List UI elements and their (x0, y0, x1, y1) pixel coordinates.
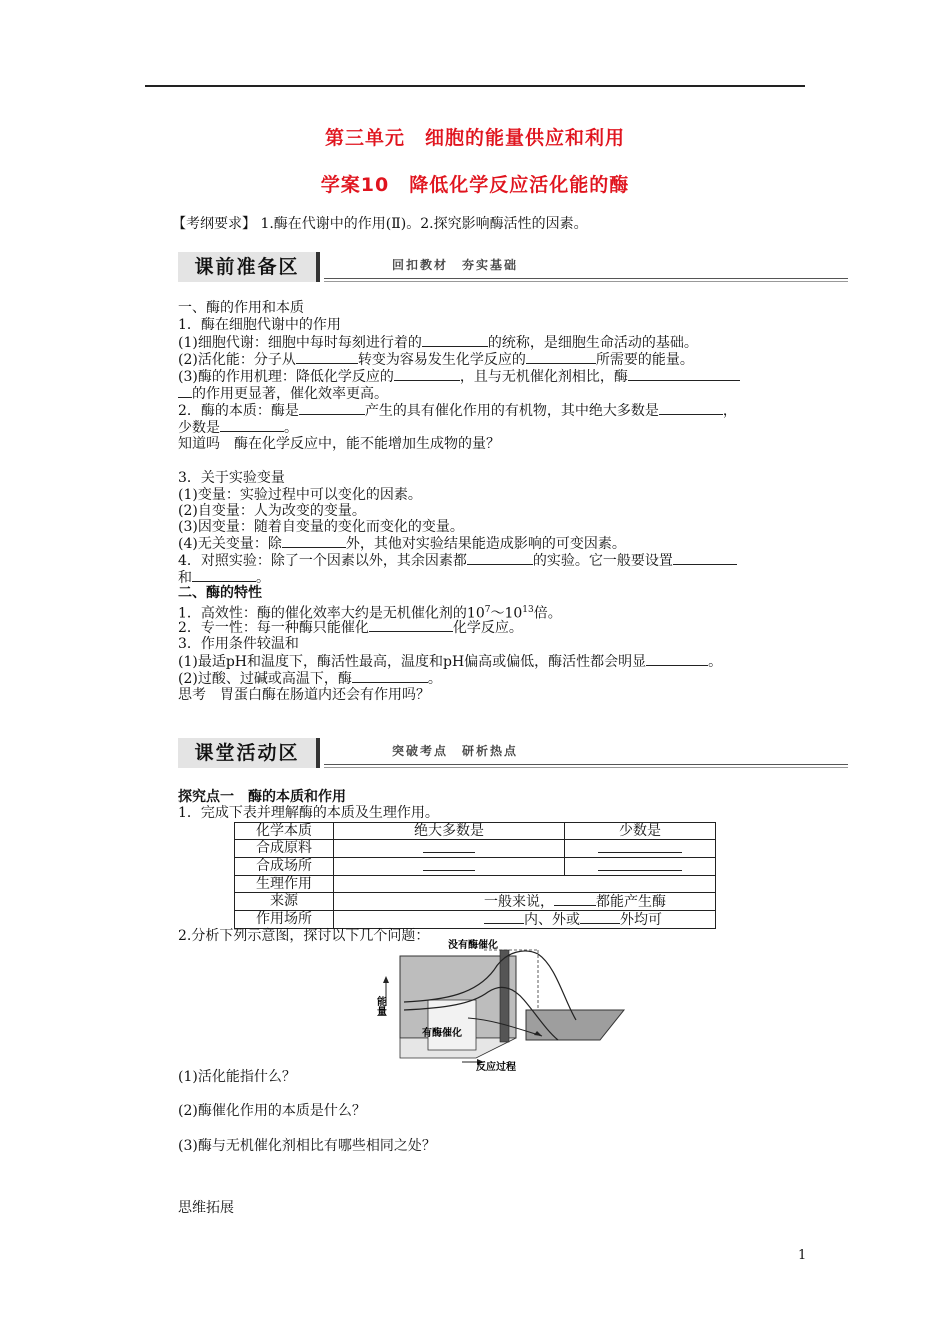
text: 的统称，是细胞生命活动的基础。 (487, 335, 698, 351)
fill-blank[interactable] (628, 368, 740, 381)
table-cell[interactable] (334, 911, 716, 929)
question-2: 2.分析下列示意图，探讨以下几个问题： (178, 928, 430, 944)
fill-blank[interactable] (296, 351, 358, 364)
banner-bar (316, 252, 320, 282)
table-row (235, 858, 716, 876)
text: 所需要的能量。 (595, 352, 694, 368)
unit-title: 第三单元 细胞的能量供应和利用 (324, 127, 625, 149)
trait-mild: 3．作用条件较温和 (178, 636, 299, 652)
sub-question-1: (1)活化能指什么？ (178, 1069, 296, 1085)
table-cell[interactable] (565, 858, 716, 876)
fill-blank[interactable] (192, 569, 256, 582)
fill-blank[interactable] (178, 385, 192, 398)
text: 2．酶的本质：酶是 (178, 403, 299, 419)
top-rule (145, 85, 805, 87)
sub-question-2: (2)酶催化作用的本质是什么？ (178, 1103, 366, 1119)
text: 4．对照实验：除了一个因素以外，其余因素都 (178, 553, 467, 569)
heading-enzyme-role: 一、酶的作用和本质 (178, 300, 304, 316)
text: 的实验。它一般要设置 (532, 553, 673, 569)
fill-blank[interactable] (369, 619, 453, 632)
fill-blank[interactable] (299, 402, 365, 415)
text: 。 (256, 570, 270, 586)
label-process: 反应过程 (476, 1062, 516, 1073)
fill-blank[interactable] (598, 858, 682, 871)
fill-blank[interactable] (580, 911, 620, 924)
barrier-bar (500, 950, 509, 1042)
table-cell: 化学本质 (235, 823, 334, 840)
item-1-3 (178, 368, 740, 385)
requirements-text: 1.酶在代谢中的作用(Ⅱ)。2.探究影响酶活性的因素。 (260, 216, 588, 232)
table-cell: 少数是 (565, 823, 716, 840)
fill-blank[interactable] (352, 670, 428, 683)
text: 化学反应。 (452, 620, 523, 636)
item-3: 3．关于实验变量 (178, 470, 285, 486)
banner-subtitle: 回扣教材 夯实基础 (392, 258, 519, 272)
section-banner-class (178, 738, 848, 774)
table-cell[interactable] (334, 893, 716, 911)
banner-rule (324, 767, 848, 768)
text: (2)活化能：分子从 (178, 352, 296, 368)
text: 产生的具有催化作用的有机物，其中绝大多数是 (364, 403, 659, 419)
label-with-enzyme: 有酶催化 (422, 1028, 462, 1039)
banner-bar (316, 738, 320, 768)
fill-blank[interactable] (422, 334, 488, 347)
text: ～10 (490, 605, 523, 622)
table-row (235, 823, 716, 840)
text: 。 (284, 420, 298, 436)
sub-question-3: (3)酶与无机催化剂相比有哪些相同之处？ (178, 1138, 436, 1154)
banner-title: 课堂活动区 (178, 738, 316, 768)
banner-rule (324, 278, 848, 279)
fill-blank[interactable] (484, 911, 524, 924)
text: 少数是 (178, 420, 220, 436)
activation-energy-diagram (376, 940, 646, 1072)
requirements (172, 216, 588, 232)
text: 1．高效性：酶的催化效率大约是无机催化剂的10 (178, 605, 485, 622)
text: 2．专一性：每一种酶只能催化 (178, 620, 369, 636)
item-2-cont (178, 419, 298, 436)
fill-blank[interactable] (423, 840, 475, 853)
text: 转变为容易发生化学反应的 (357, 352, 526, 368)
fill-blank[interactable] (282, 535, 346, 548)
text: ， (722, 403, 737, 419)
table-cell: 合成场所 (235, 858, 334, 876)
trait-mild-2 (178, 670, 442, 687)
table-cell: 绝大多数是 (334, 823, 565, 840)
fill-blank[interactable] (598, 840, 682, 853)
fill-blank[interactable] (423, 858, 475, 871)
text: 外，其他对实验结果能造成影响的可变因素。 (345, 536, 626, 552)
text: ，且与无机催化剂相比，酶 (459, 369, 628, 385)
text: (3)酶的作用机理：降低化学反应的 (178, 369, 394, 385)
banner-subtitle: 突破考点 研析热点 (392, 744, 519, 758)
text: (1)最适pH和温度下，酶活性最高，温度和pH偏高或偏低，酶活性都会明显 (178, 654, 647, 670)
table-cell[interactable] (565, 840, 716, 858)
fill-blank[interactable] (673, 552, 737, 565)
banner-rule (324, 764, 848, 765)
know-question: 知道吗 酶在化学反应中，能不能增加生成物的量？ (178, 436, 500, 452)
text: 和 (178, 570, 192, 586)
item-2 (178, 402, 737, 419)
item-1-1 (178, 334, 698, 351)
text: 外均可 (620, 912, 662, 928)
item-3-3: (3)因变量：随着自变量的变化而变化的变量。 (178, 519, 464, 535)
item-3-2: (2)自变量：人为改变的变量。 (178, 503, 366, 519)
text: (2)过酸、过碱或高温下，酶 (178, 671, 352, 687)
table-row (235, 911, 716, 929)
item-4-cont (178, 569, 270, 586)
section-banner-prep (178, 252, 848, 288)
trait-mild-1 (178, 653, 722, 670)
page-number: 1 (798, 1248, 807, 1263)
item-1: 1．酶在细胞代谢中的作用 (178, 317, 341, 333)
text: (1)细胞代谢：细胞中每时每刻进行着的 (178, 335, 422, 351)
banner-rule (324, 281, 848, 282)
text: (4)无关变量：除 (178, 536, 282, 552)
fill-blank[interactable] (659, 402, 723, 415)
question-1: 1．完成下表并理解酶的本质及生理作用。 (178, 805, 439, 821)
heading-enzyme-traits: 二、酶的特性 (178, 585, 262, 601)
banner-title: 课前准备区 (178, 252, 316, 282)
trait-specificity (178, 619, 523, 636)
enzyme-table (234, 822, 716, 929)
thinking-extension: 思维拓展 (178, 1200, 234, 1216)
text: 内、外或 (524, 912, 580, 928)
table-cell: 来源 (235, 893, 334, 911)
case-title: 学案10 降低化学反应活化能的酶 (320, 174, 630, 196)
table-cell[interactable] (334, 840, 565, 858)
table-cell: 合成原料 (235, 840, 334, 858)
fill-blank[interactable] (220, 419, 284, 432)
table-cell: 作用场所 (235, 911, 334, 929)
table-row (235, 876, 716, 893)
fill-blank[interactable] (467, 552, 533, 565)
text: 。 (708, 654, 723, 670)
table-cell[interactable] (334, 876, 716, 893)
table-cell: 生理作用 (235, 876, 334, 893)
explore-point-1: 探究点一 酶的本质和作用 (178, 789, 346, 805)
item-4 (178, 552, 737, 569)
requirements-label: 【考纲要求】 (172, 216, 256, 232)
arrowhead (383, 976, 389, 983)
table-row (235, 840, 716, 858)
item-3-4 (178, 535, 626, 552)
label-no-enzyme: 没有酶催化 (448, 940, 498, 951)
text: 的作用更显著，催化效率更高。 (192, 386, 388, 402)
fill-blank[interactable] (554, 893, 596, 906)
fill-blank[interactable] (394, 368, 460, 381)
item-1-2 (178, 351, 694, 368)
label-energy: 能量 (374, 996, 386, 1016)
superscript: 13 (522, 605, 534, 615)
text: 都能产生酶 (596, 894, 666, 910)
think-question: 思考 胃蛋白酶在肠道内还会有作用吗？ (178, 687, 430, 703)
text: 倍。 (533, 605, 562, 622)
fill-blank[interactable] (646, 653, 708, 666)
item-3-1: (1)变量：实验过程中可以变化的因素。 (178, 487, 422, 503)
fill-blank[interactable] (526, 351, 596, 364)
text: 一般来说， (484, 894, 554, 910)
table-cell[interactable] (334, 858, 565, 876)
text: 。 (427, 671, 442, 687)
item-1-3-cont (178, 385, 388, 402)
superscript: 7 (484, 605, 491, 615)
table-row (235, 893, 716, 911)
